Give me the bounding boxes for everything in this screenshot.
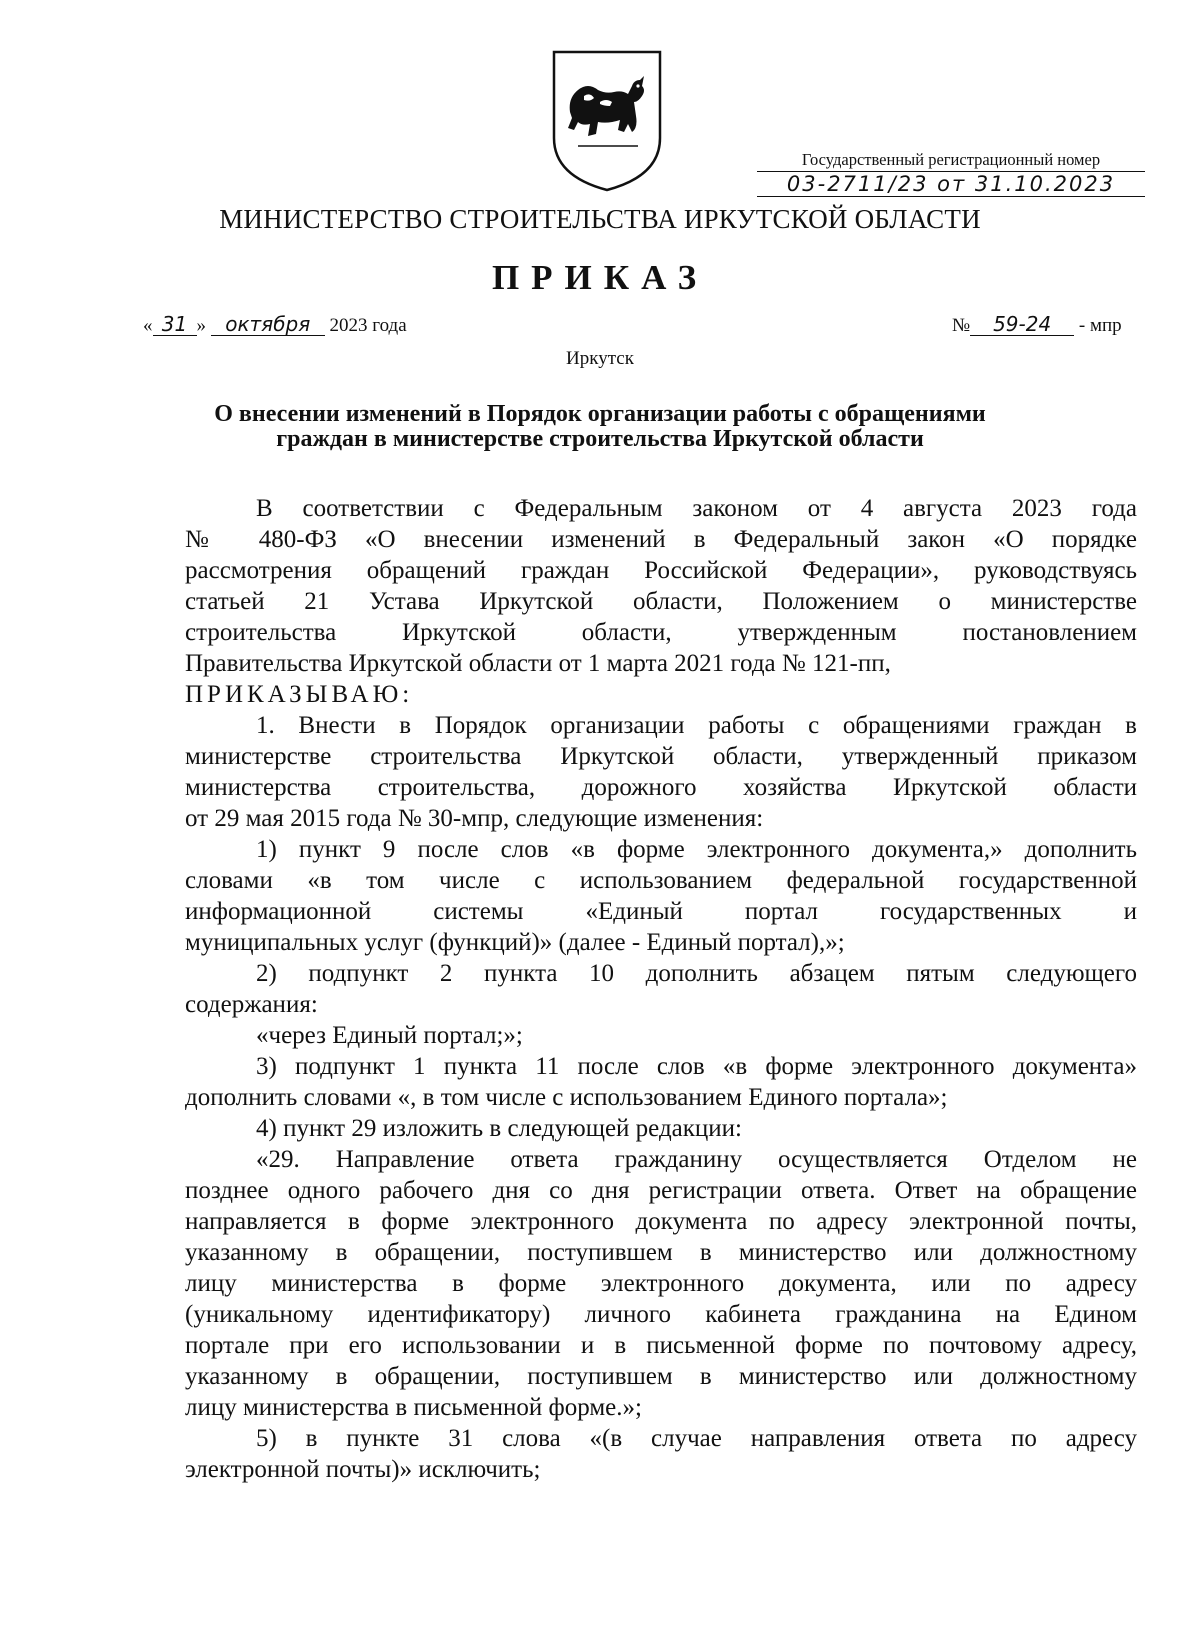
body-line: словами «в том числе с использованием федеральной государственной <box>185 867 1137 894</box>
body-line: статьей 21 Устава Иркутской области, Положением о министерстве <box>185 588 1137 615</box>
body-line: направляется в форме электронного документа по адресу электронной почты, <box>185 1208 1137 1235</box>
date-close-quote: » <box>196 315 206 336</box>
date-open-quote: « <box>143 315 153 336</box>
body-line: В соответствии с Федеральным законом от 4 августа 2023 года <box>256 495 1137 522</box>
body-line: министерства строительства, дорожного хозяйства Иркутской области <box>185 774 1137 801</box>
body-line: (уникальному идентификатору) личного кабинета гражданина на Едином <box>185 1301 1137 1328</box>
number-sign: № <box>952 315 971 336</box>
ministry-name: МИНИСТЕРСТВО СТРОИТЕЛЬСТВА ИРКУТСКОЙ ОБЛАСТИ <box>219 204 981 234</box>
body-line: министерстве строительства Иркутской области, утвержденный приказом <box>185 743 1137 770</box>
body-line: «через Единый портал;»; <box>256 1022 523 1049</box>
registration-block <box>757 150 1145 197</box>
body-line: дополнить словами «, в том числе с использованием Единого портала»; <box>185 1084 948 1111</box>
body-line: информационной системы «Единый портал государственных и <box>185 898 1137 925</box>
order-subject <box>150 402 1050 452</box>
body-line: 5) в пункте 31 слова «(в случае направления ответа по адресу <box>256 1425 1137 1452</box>
order-date <box>143 313 407 337</box>
body-line: электронной почты)» исключить; <box>185 1456 541 1483</box>
coat-of-arms-emblem <box>548 46 666 194</box>
date-year: 2023 года <box>329 315 407 336</box>
date-day: 31 <box>153 313 197 336</box>
body-line: портале при его использовании и в письменной форме по почтовому адресу, <box>185 1332 1137 1359</box>
body-line: 1. Внести в Порядок организации работы с обращениями граждан в <box>256 712 1137 739</box>
body-line: рассмотрения обращений граждан Российской Федерации», руководствуясь <box>185 557 1137 584</box>
city-name: Иркутск <box>566 348 634 369</box>
body-line: лицу министерства в форме электронного документа, или по адресу <box>185 1270 1137 1297</box>
body-line: Правительства Иркутской области от 1 марта 2021 года № 121-пп, <box>185 650 891 677</box>
body-line: 3) подпункт 1 пункта 11 после слов «в форме электронного документа» <box>256 1053 1137 1080</box>
date-month: октября <box>211 313 325 336</box>
body-line: «29. Направление ответа гражданину осуществляется Отделом не <box>256 1146 1137 1173</box>
registration-number-value: 03-2711/23 от 31.10.2023 <box>757 172 1145 197</box>
number-value: 59-24 <box>970 313 1074 336</box>
subject-line: граждан в министерстве строительства Иркутской области <box>276 426 924 452</box>
body-line: 2) подпункт 2 пункта 10 дополнить абзацем пятым следующего <box>256 960 1137 987</box>
irkutsk-coat-of-arms-babr-icon <box>548 46 666 194</box>
body-line: лицу министерства в письменной форме.»; <box>185 1394 642 1421</box>
body-line: указанному в обращении, поступившем в министерство или должностному <box>185 1363 1137 1390</box>
subject-line: О внесении изменений в Порядок организации работы с обращениями <box>214 401 986 427</box>
body-line: муниципальных услуг (функций)» (далее - Единый портал),»; <box>185 929 845 956</box>
body-line: № 480-ФЗ «О внесении изменений в Федеральный закон «О порядке <box>185 526 1137 553</box>
order-command: ПРИКАЗЫВАЮ: <box>185 681 414 708</box>
order-number <box>952 313 1122 337</box>
body-line: от 29 мая 2015 года № 30-мпр, следующие изменения: <box>185 805 764 832</box>
body-line: указанному в обращении, поступившем в министерство или должностному <box>185 1239 1137 1266</box>
document-type-title: ПРИКАЗ <box>491 258 709 297</box>
body-line: содержания: <box>185 991 318 1018</box>
registration-number-label: Государственный регистрационный номер <box>757 150 1145 172</box>
body-line: строительства Иркутской области, утвержденным постановлением <box>185 619 1137 646</box>
body-line: позднее одного рабочего дня со дня регистрации ответа. Ответ на обращение <box>185 1177 1137 1204</box>
body-line: 4) пункт 29 изложить в следующей редакции: <box>256 1115 742 1142</box>
number-suffix: - мпр <box>1078 315 1122 336</box>
body-line: 1) пункт 9 после слов «в форме электронного документа,» дополнить <box>256 836 1137 863</box>
